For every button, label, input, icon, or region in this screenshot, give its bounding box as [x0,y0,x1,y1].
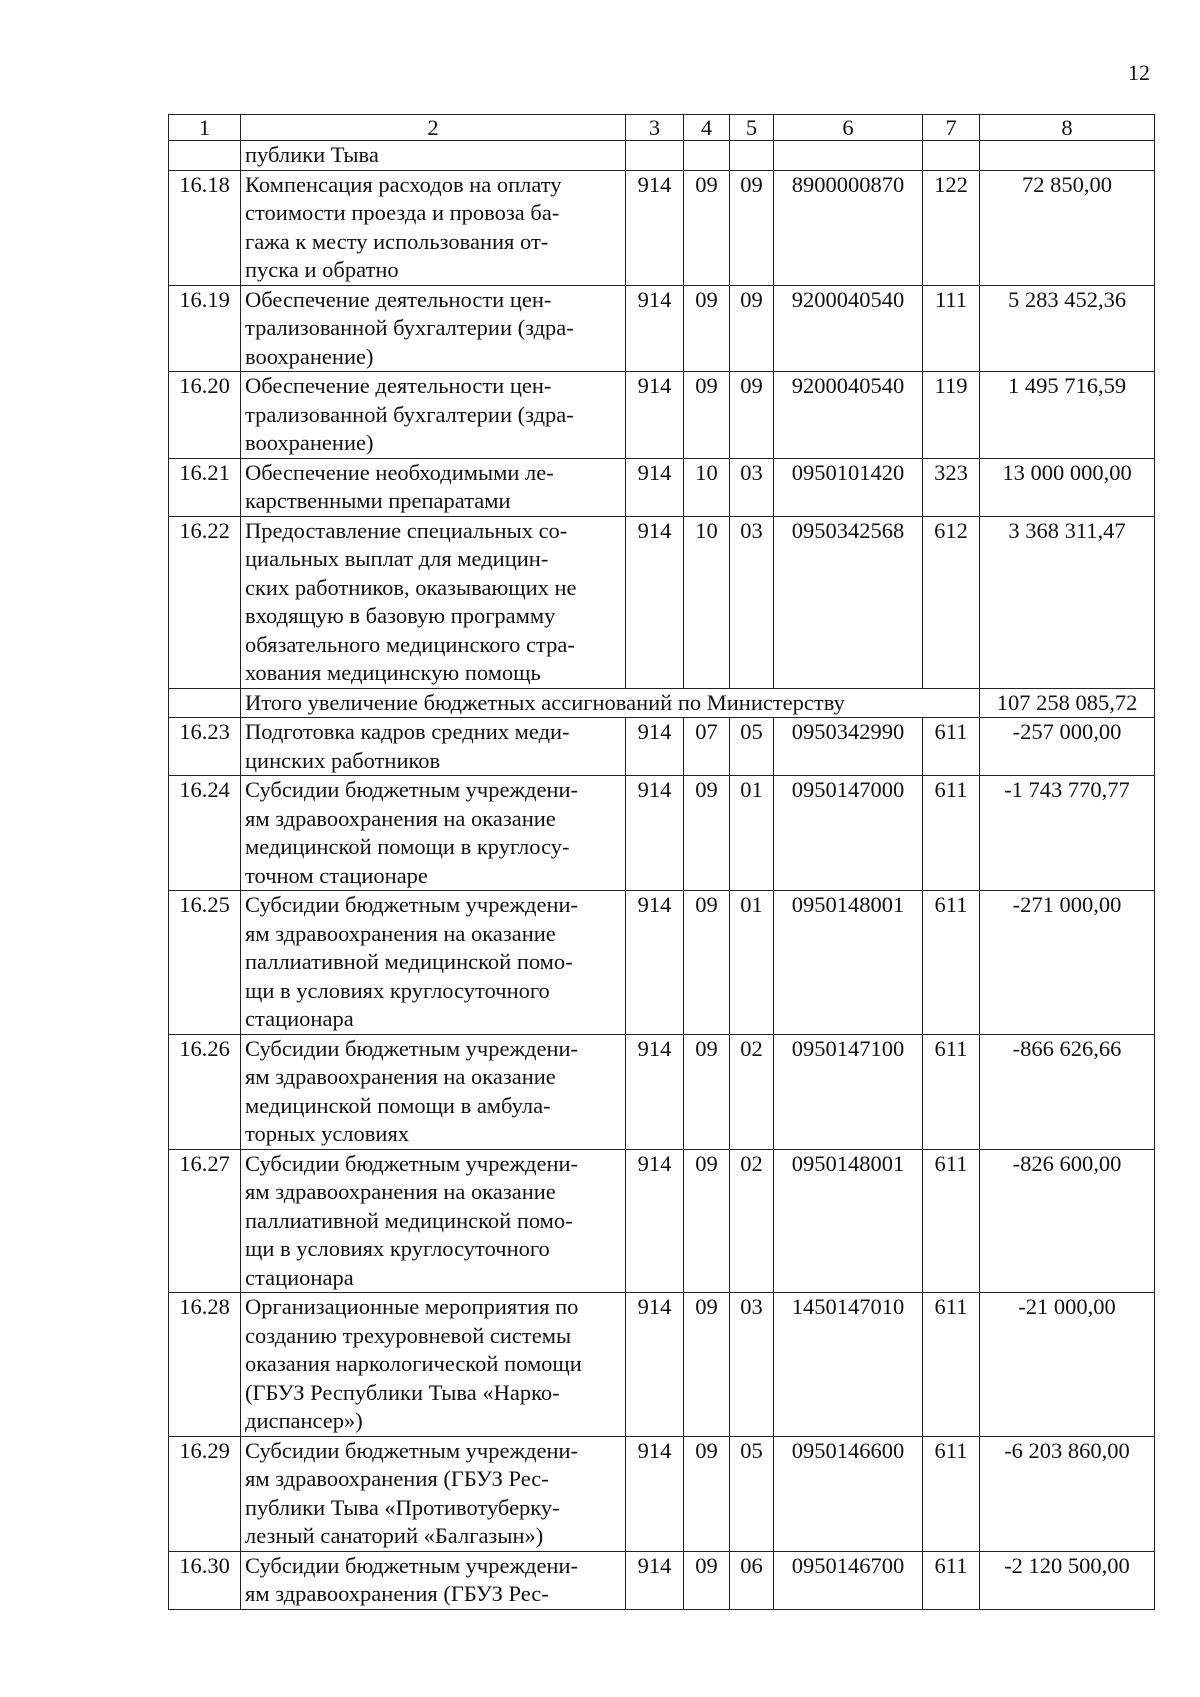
description-line: Обеспечение необходимыми ле- [245,459,554,485]
cell-col6: 0950148001 [774,891,923,1035]
cell-col5: 03 [730,516,774,688]
description-line: циальных выплат для медицин- [245,546,549,571]
description-line: хования медицинскую помощь [245,660,541,685]
row-description [241,1551,626,1609]
cell-col5: 01 [730,891,774,1035]
row-description [241,516,626,688]
cell-amount: 3 368 311,47 [980,516,1155,688]
description-line: Обеспечение деятельности цен- [245,286,552,312]
total-label: Итого увеличение бюджетных ассигнований по Министерству [241,688,980,718]
cell-col3: 914 [626,372,684,459]
cell-amount: -21 000,00 [980,1293,1155,1437]
description-line: Субсидии бюджетным учреждени- [245,892,579,917]
cell-amount: 5 283 452,36 [980,285,1155,372]
cell-col3: 914 [626,1436,684,1551]
cell-col5: 06 [730,1551,774,1609]
row-number [169,141,241,171]
cell-col3: 914 [626,516,684,688]
description-line: цинских работников [245,747,441,773]
cell-col7: 611 [923,1293,980,1437]
cell-col5: 09 [730,372,774,459]
cell-col4: 09 [684,1293,730,1437]
description-line: ских работников, оказывающих не [245,574,577,600]
table-row [169,776,1155,891]
cell-col7: 611 [923,1034,980,1149]
cell-col4: 09 [684,891,730,1035]
cell-amount: -866 626,66 [980,1034,1155,1149]
cell-col3: 914 [626,170,684,285]
description-line: ям здравоохранения на оказание [245,1179,556,1204]
cell-amount: 1 495 716,59 [980,372,1155,459]
budget-table [168,114,1155,1610]
row-number: 16.23 [169,718,241,776]
cell-col4: 10 [684,516,730,688]
description-line: ям здравоохранения на оказание [245,920,556,946]
header-cell: 7 [923,115,980,141]
description-line: паллиативной медицинской помо- [245,1207,573,1233]
cell-col7: 119 [923,372,980,459]
description-line: Субсидии бюджетным учреждени- [245,1437,579,1463]
header-cell: 2 [241,115,626,141]
header-row [169,115,1155,141]
description-line: стоимости проезда и провоза ба- [245,200,560,225]
description-line: Субсидии бюджетным учреждени- [245,1552,579,1578]
table-row [169,458,1155,516]
table-row [169,1551,1155,1609]
cell-col3: 914 [626,718,684,776]
row-number: 16.25 [169,891,241,1035]
table-row [169,718,1155,776]
description-line: стационара [245,1006,354,1031]
row-description [241,1034,626,1149]
row-description [241,1436,626,1551]
cell-col6: 0950101420 [774,458,923,516]
cell-col5: 02 [730,1034,774,1149]
cell-col5: 01 [730,776,774,891]
description-line: обязательного медицинского стра- [245,631,575,657]
cell-col7: 611 [923,1149,980,1293]
description-line: Субсидии бюджетным учреждени- [245,1150,579,1176]
description-line: трализованной бухгалтерии (здра- [245,401,574,427]
cell-col6: 8900000870 [774,170,923,285]
row-number: 16.30 [169,1551,241,1609]
cell-col6: 0950147100 [774,1034,923,1149]
cell-col3: 914 [626,1034,684,1149]
cell-col5: 09 [730,285,774,372]
description-line: Компенсация расходов на оплату [245,171,562,197]
header-cell: 1 [169,115,241,141]
row-description [241,170,626,285]
description-line: ям здравоохранения (ГБУЗ Рес- [245,1581,549,1606]
header-cell: 6 [774,115,923,141]
cell-amount: -2 120 500,00 [980,1551,1155,1609]
cell-col5: 03 [730,1293,774,1437]
cell-col3: 914 [626,285,684,372]
cell-col6: 0950146700 [774,1551,923,1609]
continuation-row [169,141,1155,171]
description-line: Обеспечение деятельности цен- [245,373,552,398]
header-cell: 8 [980,115,1155,141]
cell-col7: 111 [923,285,980,372]
description-line: Подготовка кадров средних меди- [245,719,570,744]
table-row [169,1034,1155,1149]
row-number: 16.21 [169,458,241,516]
cell-col6: 0950342990 [774,718,923,776]
description-line: трализованной бухгалтерии (здра- [245,315,574,340]
cell-col7: 611 [923,1551,980,1609]
row-description [241,458,626,516]
row-number: 16.22 [169,516,241,688]
description-line: Организационные мероприятия по [245,1294,579,1319]
row-description [241,372,626,459]
cell-col6: 9200040540 [774,285,923,372]
row-number: 16.24 [169,776,241,891]
cell-col3: 914 [626,776,684,891]
cell-col7: 611 [923,1436,980,1551]
cell-col6: 0950146600 [774,1436,923,1551]
cell-amount: -1 743 770,77 [980,776,1155,891]
cell-amount: 72 850,00 [980,170,1155,285]
cell-col4: 09 [684,1551,730,1609]
description-line: щи в условиях круглосуточного [245,1236,550,1261]
cell-col3: 914 [626,458,684,516]
description-line: оказания наркологической помощи [245,1351,582,1376]
cell-col3: 914 [626,891,684,1035]
description-line: лезный санаторий «Балгазын») [245,1523,544,1548]
description-line: воохранение) [245,430,374,455]
description-line: карственными препаратами [245,488,511,513]
table-row [169,372,1155,459]
description-line: ям здравоохранения на оказание [245,805,556,831]
row-number: 16.20 [169,372,241,459]
description-line: созданию трехуровневой системы [245,1322,572,1348]
description-line: пуска и обратно [245,257,399,282]
table-row [169,170,1155,285]
cell-col3: 914 [626,1149,684,1293]
table-row [169,1149,1155,1293]
row-number: 16.27 [169,1149,241,1293]
cell-col5: 02 [730,1149,774,1293]
cell-col6: 0950148001 [774,1149,923,1293]
cell-amount: -6 203 860,00 [980,1436,1155,1551]
cell-col3: 914 [626,1293,684,1437]
header-cell: 5 [730,115,774,141]
cell-col7: 611 [923,776,980,891]
cell-col4: 07 [684,718,730,776]
description-line: диспансер») [245,1408,363,1433]
cell-amount: -826 600,00 [980,1149,1155,1293]
cell-col6: 9200040540 [774,372,923,459]
cell-col5: 05 [730,718,774,776]
cell-col4: 09 [684,170,730,285]
description-line: паллиативной медицинской помо- [245,949,573,974]
cell-col4: 09 [684,1034,730,1149]
cell-col7: 611 [923,718,980,776]
header-cell: 4 [684,115,730,141]
description-line: Субсидии бюджетным учреждени- [245,777,579,802]
description-line: публики Тыва «Противотуберку- [245,1494,560,1520]
total-amount: 107 258 085,72 [980,688,1155,718]
row-description [241,141,626,171]
cell-col6: 0950147000 [774,776,923,891]
description-line: медицинской помощи в амбула- [245,1092,551,1118]
description-line: ям здравоохранения (ГБУЗ Рес- [245,1466,549,1491]
row-number: 16.19 [169,285,241,372]
row-number: 16.28 [169,1293,241,1437]
row-description [241,718,626,776]
cell-col7: 122 [923,170,980,285]
table-row [169,891,1155,1035]
cell-col4: 09 [684,776,730,891]
description-line: торных условиях [245,1121,410,1146]
cell-col5: 05 [730,1436,774,1551]
cell-col7: 611 [923,891,980,1035]
cell-col7: 612 [923,516,980,688]
description-line: публики Тыва [245,142,379,167]
cell-col4: 09 [684,1436,730,1551]
cell-col5: 03 [730,458,774,516]
cell-amount: -271 000,00 [980,891,1155,1035]
row-description [241,891,626,1035]
page-number: 12 [1128,60,1150,85]
description-line: щи в условиях круглосуточного [245,977,550,1003]
description-line: гажа к месту использования от- [245,228,549,254]
total-row [169,688,1155,718]
row-description [241,776,626,891]
description-line: стационара [245,1264,354,1290]
row-description [241,285,626,372]
description-line: Субсидии бюджетным учреждени- [245,1035,579,1061]
description-line: входящую в базовую программу [245,603,556,628]
cell-amount: -257 000,00 [980,718,1155,776]
table-row [169,285,1155,372]
description-line: воохранение) [245,343,374,369]
header-cell: 3 [626,115,684,141]
table-row [169,1436,1155,1551]
row-number [169,688,241,718]
row-number: 16.26 [169,1034,241,1149]
description-line: (ГБУЗ Республики Тыва «Нарко- [245,1379,560,1405]
row-number: 16.29 [169,1436,241,1551]
description-line: точном стационаре [245,862,428,888]
description-line: ям здравоохранения на оказание [245,1064,556,1089]
description-line: Предоставление специальных со- [245,517,568,543]
table-row [169,516,1155,688]
row-number: 16.18 [169,170,241,285]
row-description [241,1149,626,1293]
cell-col7: 323 [923,458,980,516]
cell-col4: 09 [684,372,730,459]
table-row [169,1293,1155,1437]
cell-col3: 914 [626,1551,684,1609]
description-line: медицинской помощи в круглосу- [245,834,570,859]
cell-col4: 10 [684,458,730,516]
cell-col4: 09 [684,285,730,372]
row-description [241,1293,626,1437]
cell-col6: 1450147010 [774,1293,923,1437]
cell-amount: 13 000 000,00 [980,458,1155,516]
cell-col4: 09 [684,1149,730,1293]
cell-col6: 0950342568 [774,516,923,688]
cell-col5: 09 [730,170,774,285]
